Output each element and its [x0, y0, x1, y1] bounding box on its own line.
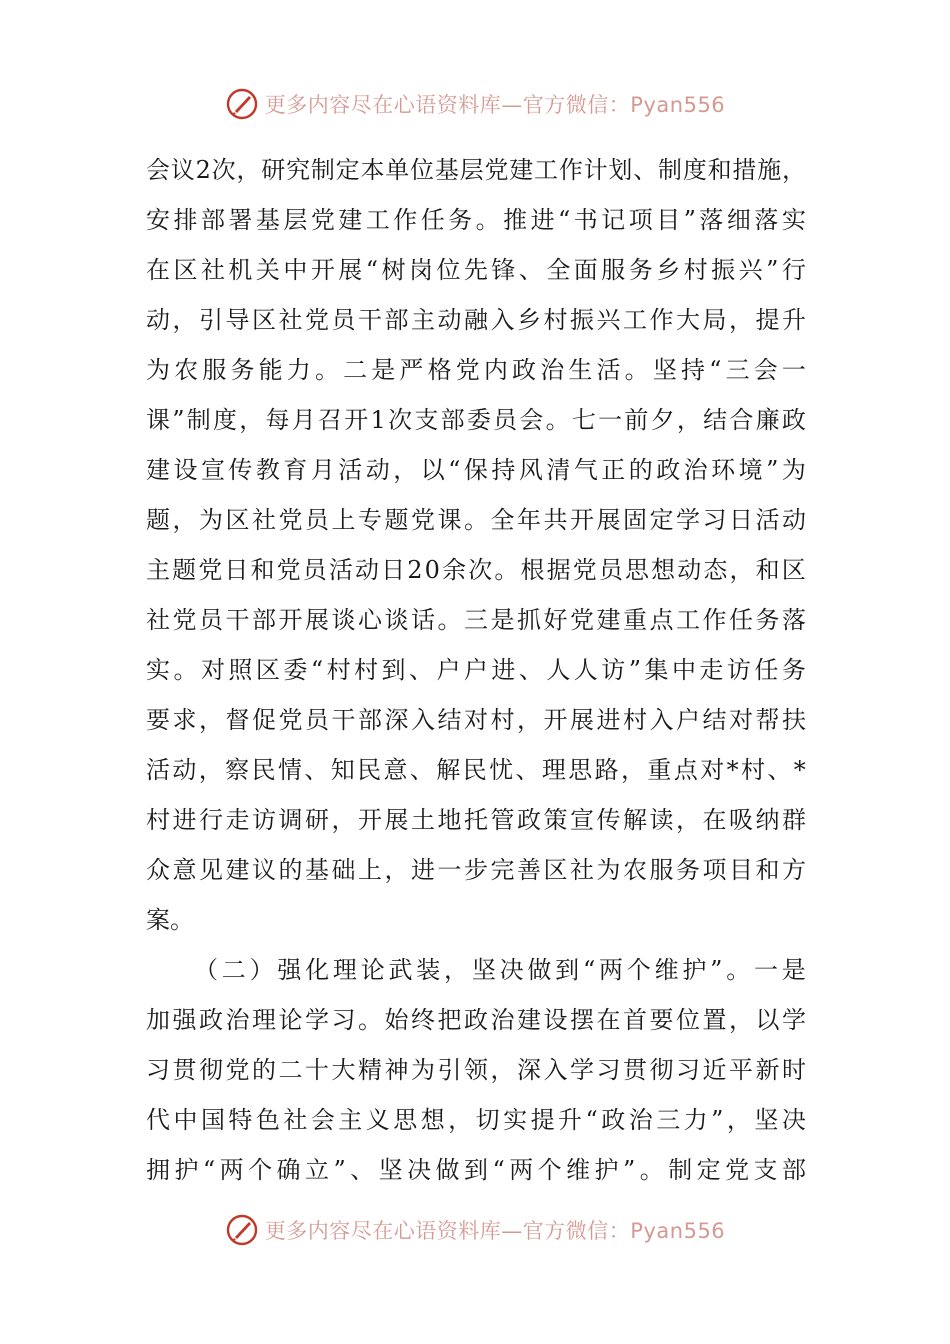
text-line: （ 二 ） 强 化 理 论 武 装 ， 坚 决 做 到 “ 两 个 维 护 ” 。 一 是: [194, 956, 806, 984]
text-line: 实 。 对 照 区 委 “ 村 村 到 、 户 户 进 、 人 人 访 ” 集 中 走 访 任 务: [146, 656, 806, 684]
text-line: 社 党 员 干 部 开 展 谈 心 谈 话 。 三 是 抓 好 党 建 重 点 工 作 任 务 落: [146, 606, 806, 634]
paragraph-2: [146, 945, 806, 1195]
paragraph-1: [146, 145, 806, 945]
text-line: 在 区 社 机 关 中 开 展 “ 树 岗 位 先 锋 、 全 面 服 务 乡 村 振 兴 ” 行: [146, 256, 806, 284]
pen-seal-logo-icon: [225, 87, 259, 121]
text-line: 要 求 ， 督 促 党 员 干 部 深 入 结 对 村 ， 开 展 进 村 入 户 结 对 帮 扶: [146, 706, 806, 734]
text-line: 会 议 2 次 ， 研 究 制 定 本 单 位 基 层 党 建 工 作 计 划 、 制 度 和 措 施 ，: [146, 156, 806, 184]
footer-watermark-banner: [0, 1210, 950, 1250]
text-line: 代 中 国 特 色 社 会 主 义 思 想 ， 切 实 提 升 “ 政 治 三 力 ” ， 坚 决: [146, 1106, 806, 1134]
text-line: 动 ， 引 导 区 社 党 员 干 部 主 动 融 入 乡 村 振 兴 工 作 大 局 ， 提 升: [146, 306, 806, 334]
text-line: 为 农 服 务 能 力 。 二 是 严 格 党 内 政 治 生 活 。 坚 持 “ 三 会 一: [146, 356, 806, 384]
pen-seal-logo-icon: [225, 1213, 259, 1247]
header-banner-text: 更多内容尽在心语资料库—官方微信：Pyan556: [264, 93, 726, 117]
text-line: 建 设 宣 传 教 育 月 活 动 ， 以 “ 保 持 风 清 气 正 的 政 治 环 境 ” 为: [146, 456, 806, 484]
document-body: [146, 145, 806, 1195]
text-line: 主 题 党 日 和 党 员 活 动 日 2 0 余 次 。 根 据 党 员 思 想 动 态 ， 和 区: [146, 556, 806, 584]
text-line: 安 排 部 署 基 层 党 建 工 作 任 务 。 推 进 “ 书 记 项 目 ” 落 细 落 实: [146, 206, 806, 234]
footer-banner-text: 更多内容尽在心语资料库—官方微信：Pyan556: [264, 1219, 726, 1243]
text-line: 课 ” 制 度 ， 每 月 召 开 1 次 支 部 委 员 会 。 七 一 前 夕 ， 结 合 廉 政: [146, 406, 806, 434]
text-line: 拥 护 “ 两 个 确 立 ” 、 坚 决 做 到 “ 两 个 维 护 ” 。 制 定 党 支 部: [146, 1156, 806, 1184]
text-line: 案。: [146, 906, 194, 934]
text-line: 活 动 ， 察 民 情 、 知 民 意 、 解 民 忧 、 理 思 路 ， 重 点 对 * 村 、 *: [146, 756, 806, 784]
text-line: 习 贯 彻 党 的 二 十 大 精 神 为 引 领 ， 深 入 学 习 贯 彻 习 近 平 新 时: [146, 1056, 806, 1084]
text-line: 加 强 政 治 理 论 学 习 。 始 终 把 政 治 建 设 摆 在 首 要 位 置 ， 以 学: [146, 1006, 806, 1034]
text-line: 村 进 行 走 访 调 研 ， 开 展 土 地 托 管 政 策 宣 传 解 读 ， 在 吸 纳 群: [146, 806, 806, 834]
text-line: 题 ， 为 区 社 党 员 上 专 题 党 课 。 全 年 共 开 展 固 定 学 习 日 活 动: [146, 506, 806, 534]
header-watermark-banner: [0, 84, 950, 124]
text-line: 众 意 见 建 议 的 基 础 上 ， 进 一 步 完 善 区 社 为 农 服 务 项 目 和 方: [146, 856, 806, 884]
